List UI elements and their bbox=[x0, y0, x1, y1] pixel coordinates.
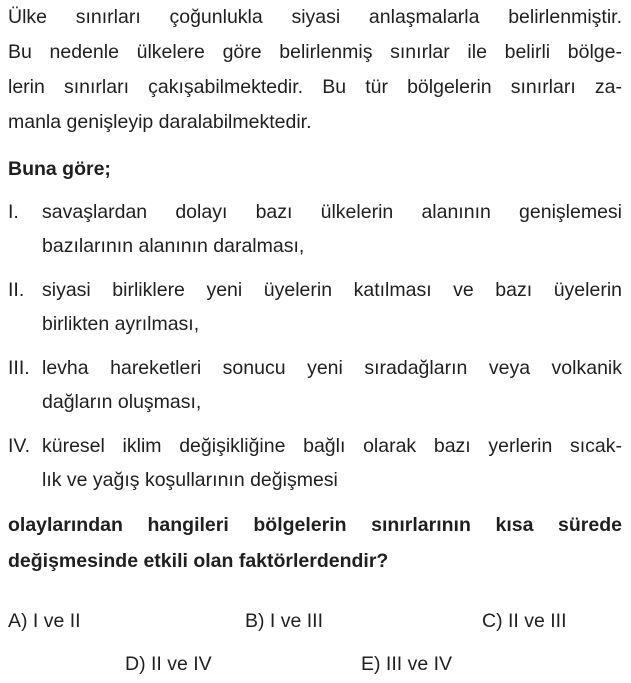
statement-list bbox=[8, 195, 622, 497]
intro-line: lerin sınırları çakışabilmektedir. Bu tür bölgelerin sınırları za- bbox=[8, 76, 622, 98]
statement-line: dağların oluşması, bbox=[42, 391, 202, 413]
statement-line: savaşlardan dolayı bazı ülkelerin alanının genişlemesi bbox=[42, 201, 622, 223]
option-c[interactable]: C) II ve III bbox=[482, 610, 567, 632]
statement-number: III. bbox=[8, 357, 30, 379]
answer-options bbox=[0, 598, 631, 683]
option-e[interactable]: E) III ve IV bbox=[361, 653, 453, 675]
statement-text bbox=[42, 429, 622, 497]
statement-line: bazılarının alanının daralması, bbox=[42, 235, 305, 257]
statement-line: lık ve yağış koşullarının değişmesi bbox=[42, 469, 338, 491]
statement-number: II. bbox=[8, 279, 25, 301]
option-b[interactable]: B) I ve III bbox=[245, 610, 324, 632]
statement-item-i bbox=[8, 195, 622, 263]
statement-text bbox=[42, 273, 622, 341]
statement-line: levha hareketleri sonucu yeni sıradağların veya volkanik bbox=[42, 357, 622, 379]
prompt-line: değişmesinde etkili olan faktörlerdendir? bbox=[8, 550, 389, 572]
statement-number: I. bbox=[8, 201, 19, 223]
statement-line: küresel iklim değişikliğine bağlı olarak bazı yerlerin sıcak- bbox=[42, 435, 622, 457]
prompt-line: olaylarından hangileri bölgelerin sınırlarının kısa sürede bbox=[8, 514, 622, 536]
statement-text bbox=[42, 195, 622, 263]
statement-item-iii bbox=[8, 351, 622, 419]
option-a[interactable]: A) I ve II bbox=[8, 610, 81, 632]
statement-item-iv bbox=[8, 429, 622, 497]
statement-line: siyasi birliklere yeni üyelerin katılması ve bazı üyelerin bbox=[42, 279, 622, 301]
question-lead: Buna göre; bbox=[8, 158, 111, 180]
statement-text bbox=[42, 351, 622, 419]
question-intro bbox=[8, 0, 622, 140]
question-prompt bbox=[8, 507, 622, 579]
statement-number: IV. bbox=[8, 435, 31, 457]
statement-line: birlikten ayrılması, bbox=[42, 313, 200, 335]
intro-line: Bu nedenle ülkelere göre belirlenmiş sınırlar ile belirli bölge- bbox=[8, 41, 622, 63]
intro-line: Ülke sınırları çoğunlukla siyasi anlaşmalarla belirlenmiştir. bbox=[8, 6, 622, 28]
intro-line: manla genişleyip daralabilmektedir. bbox=[8, 111, 312, 133]
question-block bbox=[8, 0, 622, 579]
statement-item-ii bbox=[8, 273, 622, 341]
option-d[interactable]: D) II ve IV bbox=[125, 653, 212, 675]
